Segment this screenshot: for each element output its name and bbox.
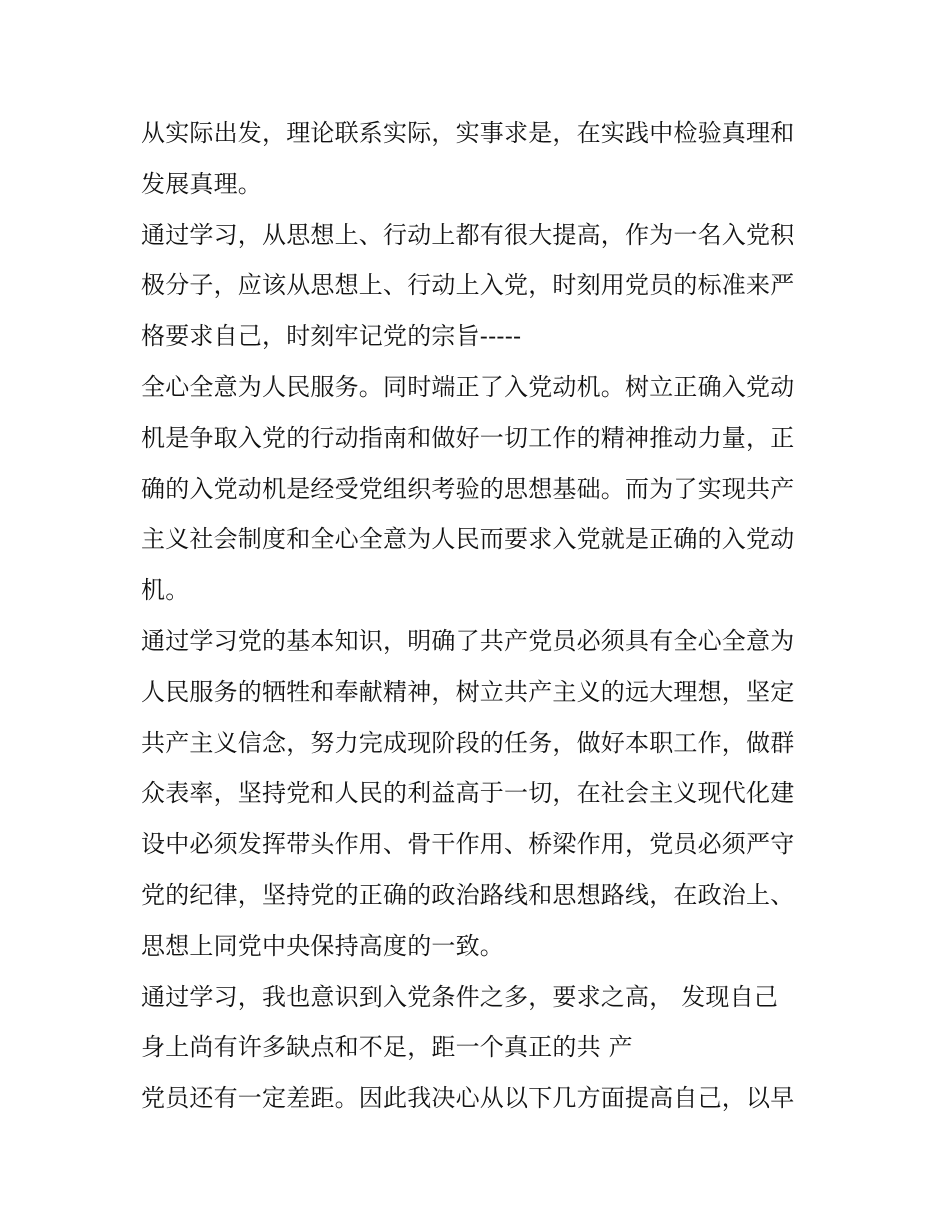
text-line: 思想上同党中央保持高度的一致。	[141, 931, 504, 960]
text-line: 人民服务的牺牲和奉献精神，树立共产主义的远大理想，坚定	[141, 677, 795, 706]
text-line: 通过学习，从思想上、行动上都有很大提高，作为一名入党积	[141, 220, 795, 249]
text-line: 党的纪律，坚持党的正确的政治路线和思想路线，在政治上、	[141, 880, 795, 909]
text-line: 主义社会制度和全心全意为人民而要求入党就是正确的入党动	[141, 525, 795, 554]
text-line: 确的入党动机是经受党组织考验的思想基础。而为了实现共产	[141, 474, 795, 503]
text-line: 从实际出发，理论联系实际，实事求是，在实践中检验真理和	[141, 119, 795, 147]
body-text	[141, 108, 821, 1124]
text-line: 极分子，应该从思想上、行动上入党，时刻用党员的标准来严	[141, 271, 795, 300]
text-line: 发展真理。	[141, 169, 262, 198]
text-line: 党员还有一定差距。因此我决心从以下几方面提高自己，以早	[141, 1084, 795, 1113]
text-line: 机。	[141, 576, 190, 605]
text-line: 通过学习，我也意识到入党条件之多，要求之高， 发现自己	[141, 982, 779, 1011]
text-line: 全心全意为人民服务。同时端正了入党动机。树立正确入党动	[141, 372, 795, 401]
text-line: 格要求自己，时刻牢记党的宗旨-----	[141, 322, 522, 351]
text-line: 众表率，坚持党和人民的利益高于一切，在社会主义现代化建	[141, 779, 795, 808]
text-line: 设中必须发挥带头作用、骨干作用、桥梁作用，党员必须严守	[141, 830, 795, 859]
text-line: 通过学习党的基本知识，明确了共产党员必须具有全心全意为	[141, 626, 795, 655]
text-line: 共产主义信念，努力完成现阶段的任务，做好本职工作，做群	[141, 728, 795, 757]
text-line: 身上尚有许多缺点和不足，距一个真正的共 产	[141, 1033, 633, 1062]
text-line: 机是争取入党的行动指南和做好一切工作的精神推动力量，正	[141, 423, 795, 452]
